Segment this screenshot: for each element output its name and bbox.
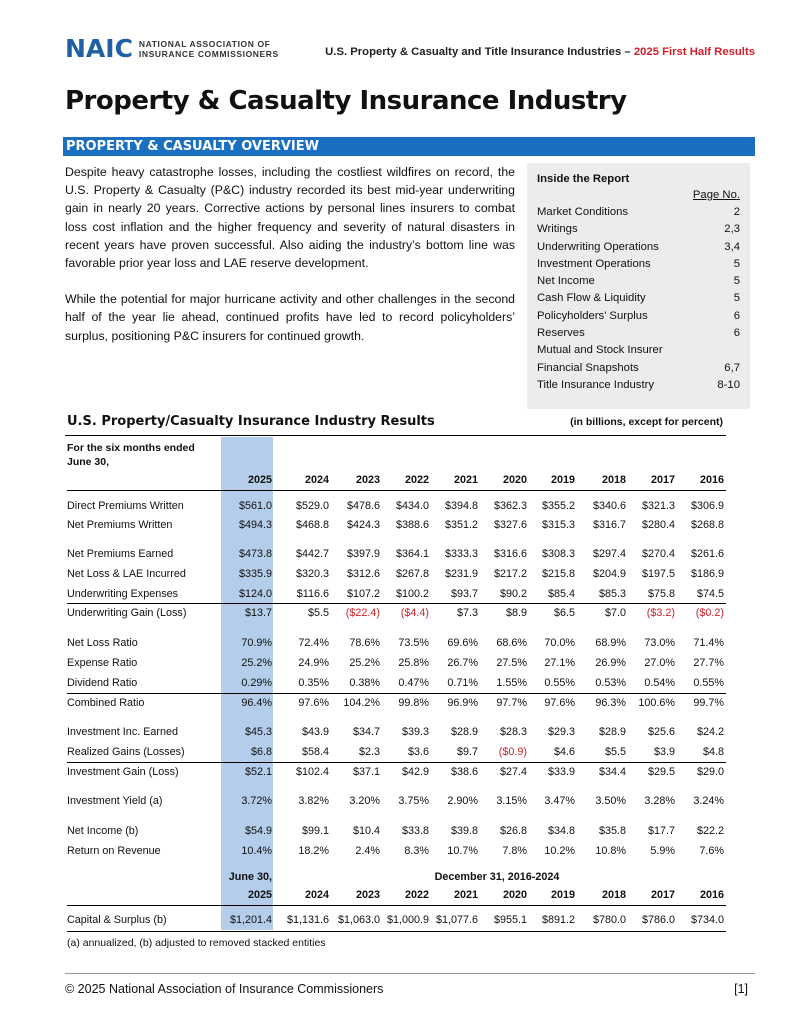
- table-cell: $54.9: [244, 825, 272, 837]
- table-cell: $26.8: [499, 825, 527, 837]
- table-cell: $28.9: [598, 726, 626, 738]
- table-cell: 2025: [247, 889, 272, 901]
- table-header-row: [67, 474, 726, 490]
- table-cell: $215.8: [541, 568, 575, 580]
- row-label: Underwriting Expenses: [67, 588, 179, 600]
- table-row: [67, 607, 726, 623]
- table-cell: $397.9: [346, 548, 380, 560]
- table-cell: 2020: [502, 474, 527, 486]
- table-cell: $261.6: [690, 548, 724, 560]
- table-cell: $297.4: [592, 548, 626, 560]
- table-rule: [67, 490, 726, 491]
- toc-item-page: 2: [733, 206, 740, 218]
- table-cell: $116.6: [296, 588, 329, 600]
- row-label: Expense Ratio: [67, 657, 138, 669]
- table-cell: $780.0: [592, 914, 626, 926]
- section-heading: PROPERTY & CASUALTY OVERVIEW: [63, 137, 755, 156]
- table-rule: [67, 931, 726, 932]
- table-cell: 2024: [304, 889, 329, 901]
- toc-item: [537, 325, 740, 342]
- table-cell: $25.6: [647, 726, 675, 738]
- period-label: [67, 441, 195, 469]
- table-cell: 2.4%: [355, 845, 380, 857]
- table-cell: 8.3%: [404, 845, 429, 857]
- table-cell: $316.6: [493, 548, 527, 560]
- toc-item-page: 2,3: [724, 223, 740, 236]
- table-cell: 3.75%: [398, 795, 429, 807]
- naic-logo: [65, 36, 279, 62]
- table-cell: 27.0%: [644, 657, 675, 669]
- table-cell: $74.5: [696, 588, 724, 600]
- table-cell: $29.5: [647, 766, 675, 778]
- table-cell: 99.7%: [693, 697, 724, 709]
- table-cell: $1,131.6: [286, 914, 329, 926]
- table-cell: $124.0: [238, 588, 272, 600]
- table-cell: $29.0: [696, 766, 724, 778]
- table-cell: 25.2%: [349, 657, 380, 669]
- table-cell: $494.3: [238, 519, 272, 531]
- table-cell: 1.55%: [496, 677, 527, 689]
- table-cell: $34.7: [352, 726, 380, 738]
- table-cell: 7.6%: [699, 845, 724, 857]
- toc-item-label: Reserves: [537, 327, 585, 340]
- header-title-highlight: 2025 First Half Results: [633, 46, 755, 58]
- toc-item: [537, 377, 740, 394]
- table-row: [67, 548, 726, 564]
- footer-page-number: [1]: [734, 982, 748, 996]
- footer-copyright: © 2025 National Association of Insurance Commissioners: [65, 982, 384, 996]
- table-cell: 2021: [453, 474, 478, 486]
- toc-item-page: 5: [733, 292, 740, 305]
- page-title: Property & Casualty Insurance Industry: [65, 86, 627, 116]
- table-cell: $364.1: [395, 548, 429, 560]
- table-cell: ($0.9): [498, 746, 527, 758]
- table-cell: $13.7: [244, 607, 272, 619]
- table-cell: $308.3: [541, 548, 575, 560]
- table-cell: 0.29%: [241, 677, 272, 689]
- header-title: [325, 46, 755, 58]
- table-cell: $351.2: [444, 519, 478, 531]
- results-unit: (in billions, except for percent): [570, 416, 723, 428]
- table-cell: 10.4%: [241, 845, 272, 857]
- table-cell: 2020: [502, 889, 527, 901]
- table-cell: 0.35%: [298, 677, 329, 689]
- table-cell: $280.4: [641, 519, 675, 531]
- toc-item-label: Underwriting Operations: [537, 240, 659, 253]
- row-label: Realized Gains (Losses): [67, 746, 185, 758]
- table-cell: 2017: [650, 474, 675, 486]
- table-cell: 26.9%: [595, 657, 626, 669]
- table-cell: 2022: [404, 889, 429, 901]
- table-cell: $478.6: [346, 500, 380, 512]
- inside-the-report-box: [527, 163, 750, 409]
- table-cell: 25.8%: [398, 657, 429, 669]
- table-cell: $38.6: [450, 766, 478, 778]
- surplus-header-left: June 30,: [228, 871, 272, 883]
- table-cell: $58.4: [301, 746, 329, 758]
- header-title-main: U.S. Property & Casualty and Title Insurance Industries –: [325, 46, 634, 58]
- table-cell: $52.1: [244, 766, 272, 778]
- table-cell: $5.5: [307, 607, 329, 619]
- toc-item-label: Investment Operations: [537, 257, 651, 270]
- table-cell: $473.8: [238, 548, 272, 560]
- table-cell: $3.9: [653, 746, 675, 758]
- toc-title: Inside the Report: [537, 173, 630, 185]
- table-cell: $28.3: [499, 726, 527, 738]
- table-cell: $321.3: [641, 500, 675, 512]
- table-cell: 2018: [601, 474, 626, 486]
- table-cell: 10.7%: [447, 845, 478, 857]
- table-cell: $388.6: [395, 519, 429, 531]
- toc-item: [537, 342, 740, 359]
- table-cell: $35.8: [598, 825, 626, 837]
- table-cell: $75.8: [647, 588, 675, 600]
- table-cell: $7.3: [456, 607, 478, 619]
- surplus-header-right: December 31, 2016-2024: [434, 871, 560, 883]
- table-row: [67, 519, 726, 535]
- intro-paragraph-2: While the potential for major hurricane activity and other challenges in the second half of the year lie ahead, continued profits have led to record policyholders’ surplus, positioning P&C insurers for continued growth.: [65, 292, 515, 343]
- table-cell: 27.7%: [693, 657, 724, 669]
- table-cell: 99.8%: [398, 697, 429, 709]
- table-cell: 24.9%: [298, 657, 329, 669]
- table-cell: 0.55%: [544, 677, 575, 689]
- table-cell: $45.3: [244, 726, 272, 738]
- toc-item-label: Mutual and Stock Insurer: [537, 344, 663, 357]
- toc-item: [537, 204, 740, 221]
- table-cell: 73.5%: [398, 637, 429, 649]
- results-title: U.S. Property/Casualty Insurance Industry Results: [67, 414, 435, 429]
- table-cell: $316.7: [592, 519, 626, 531]
- table-cell: 3.72%: [241, 795, 272, 807]
- row-label: Net Premiums Earned: [67, 548, 174, 560]
- table-cell: 3.47%: [544, 795, 575, 807]
- row-label: Direct Premiums Written: [67, 500, 184, 512]
- table-cell: 69.6%: [447, 637, 478, 649]
- table-cell: 104.2%: [343, 697, 380, 709]
- intro-text: [65, 163, 515, 345]
- toc-item-label: Cash Flow & Liquidity: [537, 292, 646, 305]
- table-cell: $3.6: [407, 746, 429, 758]
- table-row: [67, 914, 726, 930]
- table-rule: [67, 905, 726, 906]
- table-cell: 10.2%: [544, 845, 575, 857]
- table-row: [67, 588, 726, 604]
- table-cell: 96.4%: [241, 697, 272, 709]
- table-cell: 2024: [304, 474, 329, 486]
- table-row: [67, 726, 726, 742]
- table-cell: 68.6%: [496, 637, 527, 649]
- table-cell: 18.2%: [298, 845, 329, 857]
- table-cell: 2023: [355, 474, 380, 486]
- toc-list: [537, 204, 740, 394]
- table-cell: 96.3%: [595, 697, 626, 709]
- results-title-rule: [65, 435, 726, 436]
- table-cell: 97.6%: [298, 697, 329, 709]
- table-cell: 26.7%: [447, 657, 478, 669]
- toc-item: [537, 256, 740, 273]
- table-cell: $7.0: [604, 607, 626, 619]
- toc-item-page: 5: [733, 275, 740, 288]
- table-cell: $355.2: [541, 500, 575, 512]
- table-cell: $340.6: [592, 500, 626, 512]
- row-label: Investment Yield (a): [67, 795, 163, 807]
- table-cell: $270.4: [641, 548, 675, 560]
- table-cell: 0.55%: [693, 677, 724, 689]
- table-row: [67, 845, 726, 861]
- table-cell: 70.9%: [241, 637, 272, 649]
- table-row: [67, 825, 726, 841]
- table-cell: $42.9: [401, 766, 429, 778]
- logo-line-2: INSURANCE COMMISSIONERS: [138, 49, 279, 59]
- page-header: [65, 36, 755, 64]
- table-cell: $320.3: [295, 568, 329, 580]
- table-cell: $394.8: [444, 500, 478, 512]
- row-label: Investment Gain (Loss): [67, 766, 179, 778]
- table-row: [67, 746, 726, 762]
- toc-item-page: 5: [733, 257, 740, 270]
- period-label-line-1: For the six months ended: [67, 442, 195, 454]
- table-rule: [67, 762, 726, 763]
- table-cell: ($4.4): [400, 607, 429, 619]
- table-cell: 2021: [453, 889, 478, 901]
- table-cell: 27.5%: [496, 657, 527, 669]
- table-cell: $468.8: [295, 519, 329, 531]
- toc-item-label: Financial Snapshots: [537, 361, 639, 374]
- toc-item-label: Market Conditions: [537, 206, 629, 218]
- table-row: [67, 697, 726, 713]
- footer-rule: [65, 973, 755, 974]
- table-cell: $33.9: [547, 766, 575, 778]
- table-cell: $85.3: [598, 588, 626, 600]
- table-cell: $362.3: [493, 500, 527, 512]
- table-cell: $327.6: [493, 519, 527, 531]
- table-cell: 0.71%: [447, 677, 478, 689]
- table-cell: $267.8: [395, 568, 429, 580]
- row-label: Capital & Surplus (b): [67, 914, 167, 926]
- table-cell: $335.9: [238, 568, 272, 580]
- table-cell: $43.9: [301, 726, 329, 738]
- table-cell: 0.47%: [398, 677, 429, 689]
- row-label: Net Premiums Written: [67, 519, 173, 531]
- row-label: Net Income (b): [67, 825, 139, 837]
- naic-logo-text: [139, 39, 279, 59]
- row-label: Net Loss & LAE Incurred: [67, 568, 186, 580]
- toc-item-label: Policyholders’ Surplus: [537, 309, 648, 322]
- table-cell: 73.0%: [644, 637, 675, 649]
- table-cell: 2019: [550, 889, 575, 901]
- table-cell: 96.9%: [447, 697, 478, 709]
- toc-item-page: 6: [733, 327, 740, 340]
- table-cell: $8.9: [505, 607, 527, 619]
- table-cell: $90.2: [499, 588, 527, 600]
- toc-item-page: 3,4: [724, 240, 740, 253]
- table-cell: $102.4: [295, 766, 329, 778]
- table-cell: 70.0%: [544, 637, 575, 649]
- table-cell: 2023: [355, 889, 380, 901]
- table-cell: $4.6: [553, 746, 575, 758]
- table-cell: 72.4%: [298, 637, 329, 649]
- table-cell: $99.1: [301, 825, 329, 837]
- table-cell: $28.9: [450, 726, 478, 738]
- row-label: Investment Inc. Earned: [67, 726, 179, 738]
- table-cell: $93.7: [450, 588, 478, 600]
- toc-page-header: Page No.: [692, 189, 740, 201]
- table-cell: 97.7%: [496, 697, 527, 709]
- table-cell: ($0.2): [695, 607, 724, 619]
- table-cell: $107.2: [346, 588, 380, 600]
- table-cell: $217.2: [493, 568, 527, 580]
- footnote: (a) annualized, (b) adjusted to removed stacked entities: [67, 937, 326, 949]
- table-cell: 2.90%: [447, 795, 478, 807]
- table-cell: 3.15%: [496, 795, 527, 807]
- table-cell: $734.0: [690, 914, 724, 926]
- row-label: Combined Ratio: [67, 697, 145, 709]
- toc-item-page: 8-10: [717, 378, 740, 391]
- table-cell: 2016: [699, 889, 724, 901]
- row-label: Underwriting Gain (Loss): [67, 607, 187, 619]
- table-cell: 3.50%: [595, 795, 626, 807]
- table-cell: 68.9%: [595, 637, 626, 649]
- table-cell: 71.4%: [693, 637, 724, 649]
- table-row: [67, 766, 726, 782]
- table-row: [67, 568, 726, 584]
- toc-item: [537, 360, 740, 377]
- toc-item-page: 6: [733, 309, 740, 322]
- table-cell: $100.2: [395, 588, 429, 600]
- table-cell: $434.0: [395, 500, 429, 512]
- table-cell: 3.28%: [644, 795, 675, 807]
- table-cell: 97.6%: [544, 697, 575, 709]
- table-cell: 25.2%: [241, 657, 272, 669]
- toc-item-label: Net Income: [537, 275, 595, 288]
- row-label: Return on Revenue: [67, 845, 161, 857]
- table-cell: $85.4: [547, 588, 575, 600]
- table-cell: 2017: [650, 889, 675, 901]
- table-cell: $37.1: [352, 766, 380, 778]
- toc-item-label: Writings: [537, 223, 578, 236]
- table-cell: $6.8: [250, 746, 272, 758]
- table-cell: $197.5: [641, 568, 675, 580]
- toc-item: [537, 308, 740, 325]
- table-cell: $529.0: [295, 500, 329, 512]
- table-cell: ($3.2): [646, 607, 675, 619]
- row-label: Net Loss Ratio: [67, 637, 138, 649]
- table-cell: $186.9: [690, 568, 724, 580]
- table-cell: $33.8: [401, 825, 429, 837]
- table-cell: $442.7: [295, 548, 329, 560]
- intro-paragraph-1: Despite heavy catastrophe losses, including the costliest wildfires on record, the U.S. Property & Casualty (P&C) industry recorded its best mid-year underwriting gain in nearly 20 years. Corrective actions by personal lines insurers to combat loss cost inflation and the higher frequency and severity of natural disasters in recent years have proven successful. Also aiding the industry’s bottom line was favorable prior year loss and LAE reserve development.: [65, 165, 515, 271]
- table-cell: 10.8%: [595, 845, 626, 857]
- table-cell: 3.24%: [693, 795, 724, 807]
- toc-item-label: Title Insurance Industry: [537, 378, 654, 391]
- toc-item-page: 6,7: [724, 361, 740, 374]
- table-rule: [67, 603, 726, 604]
- table-cell: $5.5: [604, 746, 626, 758]
- table-row: [67, 657, 726, 673]
- table-row: [67, 795, 726, 811]
- table-cell: $39.8: [450, 825, 478, 837]
- table-row: [67, 677, 726, 693]
- table-cell: 0.38%: [349, 677, 380, 689]
- table-cell: 2022: [404, 474, 429, 486]
- surplus-header-row: [67, 871, 726, 887]
- table-cell: $231.9: [444, 568, 478, 580]
- table-cell: 0.53%: [595, 677, 626, 689]
- table-cell: $22.2: [696, 825, 724, 837]
- toc-item: [537, 221, 740, 238]
- table-cell: $333.3: [444, 548, 478, 560]
- table-cell: ($22.4): [345, 607, 380, 619]
- table-cell: 27.1%: [544, 657, 575, 669]
- table-cell: $2.3: [358, 746, 380, 758]
- row-label: Dividend Ratio: [67, 677, 138, 689]
- table-row: [67, 637, 726, 653]
- table-cell: $17.7: [647, 825, 675, 837]
- table-cell: $955.1: [493, 914, 527, 926]
- table-cell: $4.8: [702, 746, 724, 758]
- table-cell: $891.2: [541, 914, 575, 926]
- table-header-row: [67, 889, 726, 905]
- toc-item: [537, 239, 740, 256]
- table-cell: $1,201.4: [229, 914, 272, 926]
- table-cell: $29.3: [547, 726, 575, 738]
- table-cell: 7.8%: [502, 845, 527, 857]
- table-cell: $315.3: [541, 519, 575, 531]
- table-rule: [67, 693, 726, 694]
- table-cell: $27.4: [499, 766, 527, 778]
- logo-line-1: NATIONAL ASSOCIATION OF: [138, 39, 271, 49]
- table-cell: $204.9: [592, 568, 626, 580]
- naic-logo-mark: NAIC: [65, 34, 133, 63]
- table-cell: 3.82%: [298, 795, 329, 807]
- toc-item: [537, 273, 740, 290]
- table-cell: $39.3: [401, 726, 429, 738]
- table-cell: $786.0: [641, 914, 675, 926]
- table-cell: $424.3: [346, 519, 380, 531]
- table-cell: $268.8: [690, 519, 724, 531]
- table-cell: 5.9%: [650, 845, 675, 857]
- table-cell: $1,077.6: [435, 914, 478, 926]
- table-cell: $10.4: [352, 825, 380, 837]
- table-cell: 2019: [550, 474, 575, 486]
- table-cell: 2025: [247, 474, 272, 486]
- table-cell: $1,063.0: [337, 914, 380, 926]
- table-cell: $561.0: [238, 500, 272, 512]
- table-row: [67, 500, 726, 516]
- table-cell: $6.5: [553, 607, 575, 619]
- table-cell: $306.9: [690, 500, 724, 512]
- table-cell: $312.6: [346, 568, 380, 580]
- toc-item: [537, 290, 740, 307]
- table-cell: $9.7: [456, 746, 478, 758]
- table-cell: 78.6%: [349, 637, 380, 649]
- table-cell: 2018: [601, 889, 626, 901]
- period-label-line-2: June 30,: [67, 456, 110, 468]
- table-cell: $34.4: [598, 766, 626, 778]
- table-cell: $24.2: [696, 726, 724, 738]
- table-cell: 0.54%: [644, 677, 675, 689]
- table-cell: 2016: [699, 474, 724, 486]
- table-cell: 100.6%: [638, 697, 675, 709]
- table-cell: $1,000.9: [386, 914, 429, 926]
- table-cell: 3.20%: [349, 795, 380, 807]
- table-cell: $34.8: [547, 825, 575, 837]
